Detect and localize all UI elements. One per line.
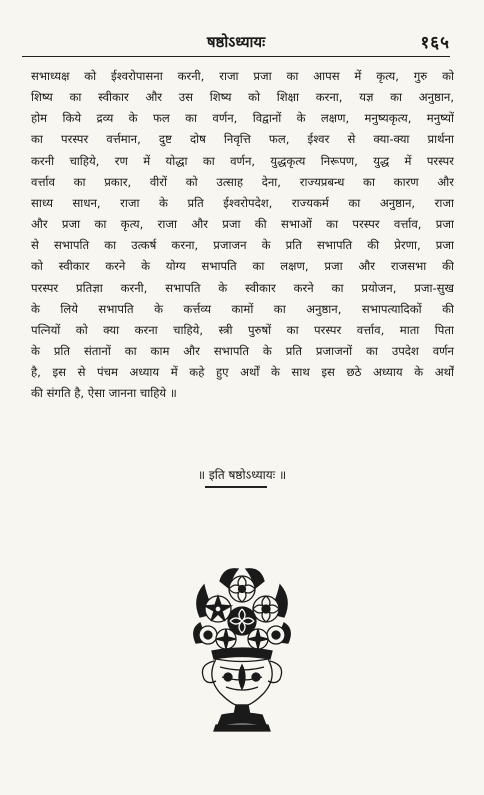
text-line: साध्य साधन, राजा के प्रति ईश्वरोपदेश, राज्यकर्म का अनुष्ठान, राजा (31, 195, 454, 210)
text-line: होम किये द्रव्य के फल का वर्णन, विद्वानों के लक्षण, मनुष्यकृत्य, मनुष्यों (31, 111, 454, 126)
flower-vase-icon (190, 565, 294, 735)
section-divider (205, 486, 267, 488)
running-header (22, 30, 450, 57)
text-line: को स्वीकार करने के योग्य सभापति का लक्षण, प्रजा और राजसभा की (31, 259, 454, 274)
text-line: और प्रजा का कृत्य, राजा और प्रजा की सभाओं का परस्पर वर्त्ताव, प्रजा (31, 217, 454, 232)
text-line: का परस्पर वर्त्तमान, दुष्ट दोष निवृत्ति फल, ईश्वर से क्या-क्या प्रार्थना (31, 132, 454, 147)
text-line: पत्नियों को क्या करना चाहिये, स्त्री पुरुषों का परस्पर वर्त्ताव, माता पिता (31, 322, 454, 337)
text-line: परस्पर प्रतिज्ञा करनी, सभापति के स्वीकार करने का प्रयोजन, प्रजा-सुख (31, 280, 454, 295)
text-line: करनी चाहिये, रण में योद्धा का वर्णन, युद्धकृत्य निरूपण, युद्ध में परस्पर (31, 153, 454, 168)
page-number: १६५ (420, 33, 450, 53)
text-line: के लिये सभापति के कर्त्तव्य कामों का अनुष्ठान, सभापत्यादिकों की (31, 301, 454, 316)
text-line: की संगति है, ऐसा जानना चाहिये ॥ (31, 386, 177, 401)
text-line: शिष्य का स्वीकार और उस शिष्य को शिक्षा करना, यज्ञ का अनुष्ठान, (31, 90, 454, 105)
text-line: वर्त्ताव का प्रकार, वीरों को उत्साह देना, राज्यप्रबन्ध का कारण और (31, 174, 454, 189)
text-line: के प्रति संतानों का काम और सभापति के प्रति प्रजाजनों का उपदेश वर्णन (31, 344, 454, 359)
text-line: से सभापति का उत्कर्ष करना, प्रजाजन के प्रति सभापति की प्रेरणा, प्रजा (31, 238, 454, 253)
text-line: सभाध्यक्ष को ईश्वरोपासना करनी, राजा प्रजा का आपस में कृत्य, गुरु को (31, 69, 454, 83)
chapter-title: षष्ठोऽध्यायः (206, 33, 266, 51)
text-line: है, इस से पंचम अध्याय में कहे हुए अर्थों के साथ इस छठे अध्याय के अर्थों (31, 365, 454, 380)
summary-paragraph (31, 66, 454, 405)
chapter-end-colophon: ॥ इति षष्ठोऽध्यायः ॥ (197, 468, 287, 482)
